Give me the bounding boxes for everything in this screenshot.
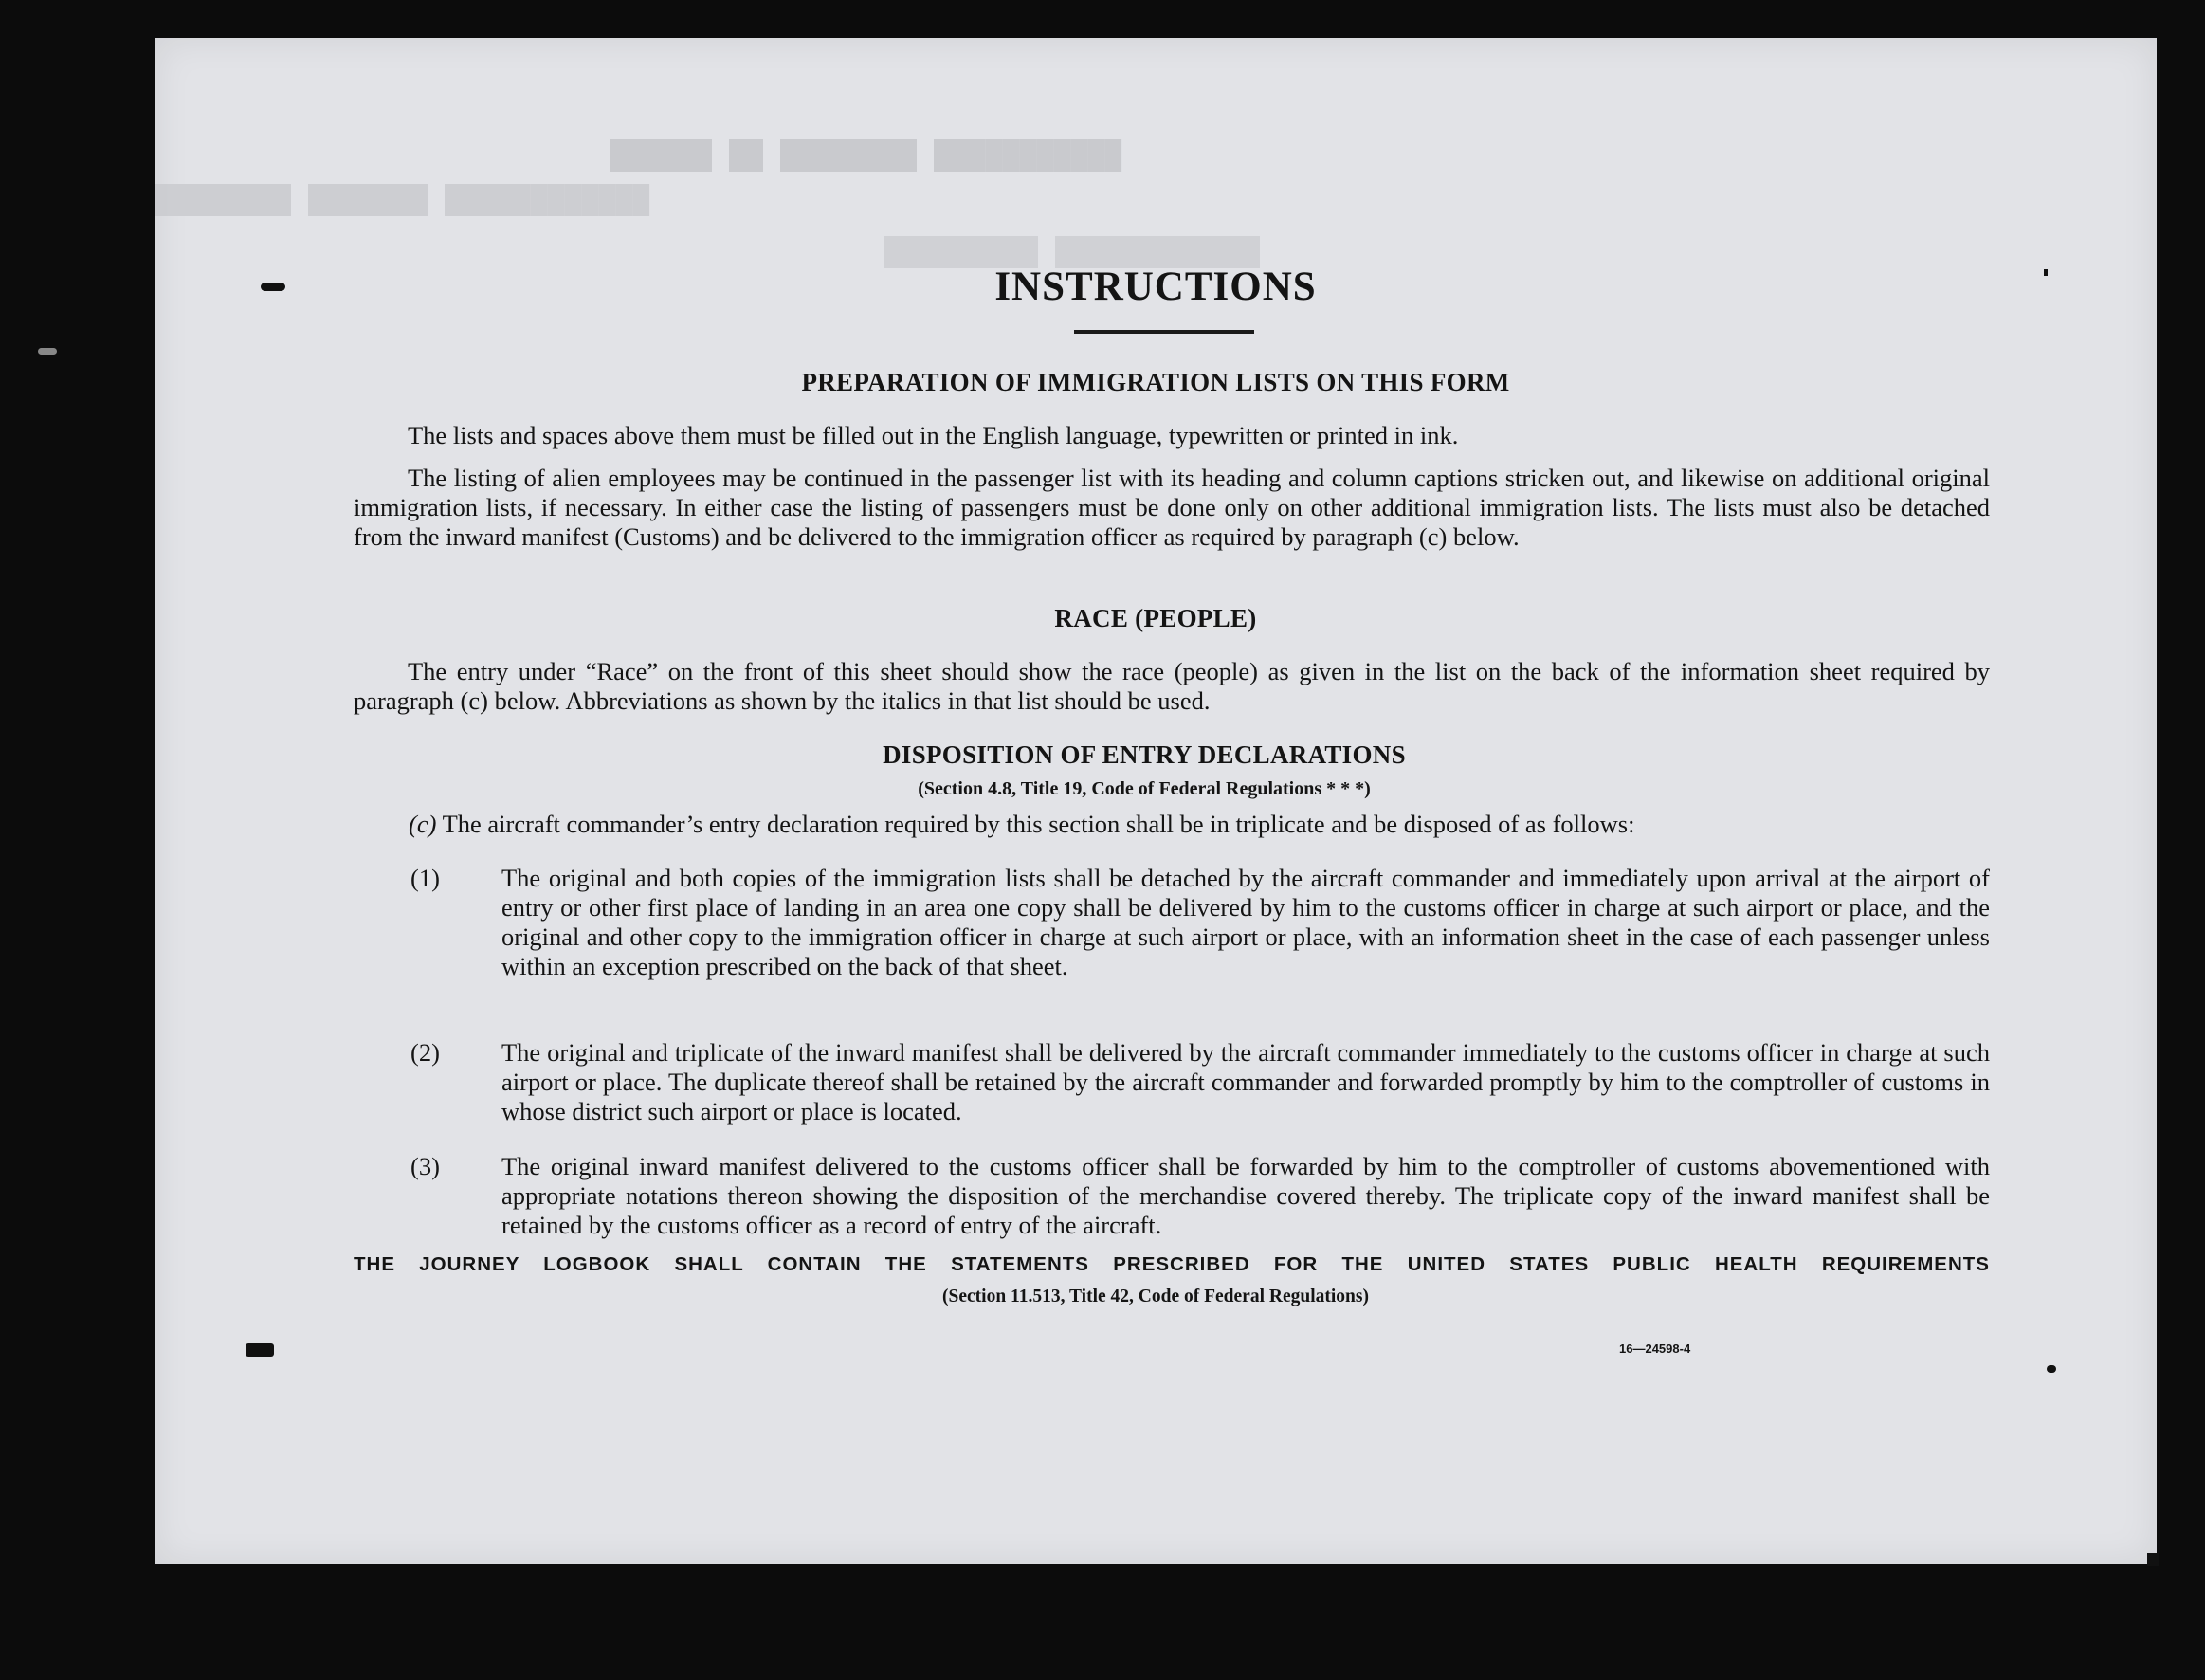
scan-artifact	[246, 1343, 274, 1357]
item-text: The original inward manifest delivered to the customs officer shall be forwarded by him to the comptroller of customs abovementioned with appropriate notations thereon showing the disposition of the merchandise covered thereby. The triplicate copy of the inward manifest shall be retained by the customs officer as a record of entry of the aircraft.	[501, 1152, 1990, 1239]
item-number: (2)	[410, 1038, 440, 1067]
disposition-item-1	[410, 864, 1990, 981]
scan-artifact	[2147, 1553, 2159, 1566]
disposition-item-3	[410, 1152, 1990, 1240]
disposition-item-2	[410, 1038, 1990, 1126]
scan-artifact	[2047, 1365, 2056, 1373]
page-title: INSTRUCTIONS	[994, 265, 1317, 309]
bleed-through-text: ██████ ██ ████████ ███████████	[610, 140, 1122, 173]
scan-artifact	[2044, 269, 2048, 276]
disposition-intro	[409, 810, 1990, 839]
scan-artifact	[261, 283, 285, 291]
form-number: 16—24598-4	[1619, 1342, 1691, 1356]
preparation-paragraph-1: The lists and spaces above them must be filled out in the English language, typewritten or printed in ink.	[408, 421, 1459, 449]
intro-label: (c)	[409, 810, 437, 838]
scan-artifact	[38, 348, 57, 355]
bleed-through-text: █████████ ████████████	[884, 237, 1261, 269]
race-paragraph: The entry under “Race” on the front of this sheet should show the race (people) as given in the list on the back of the information sheet required by paragraph (c) below. Abbreviations as shown by the italics in that list should be used.	[354, 657, 1990, 715]
race-heading: RACE (PEOPLE)	[1054, 604, 1257, 632]
document-page	[155, 38, 2157, 1564]
item-text: The original and both copies of the immigration lists shall be detached by the aircraft commander and immediately upon arrival at the airport of entry or other first place of landing in an area one copy shall be delivered by him to the customs officer in charge at such airport or place, and the original and other copy to the immigration officer in charge at such airport or place, with an information sheet in the case of each passenger unless within an exception prescribed on the back of that sheet.	[501, 864, 1990, 980]
disposition-heading: DISPOSITION OF ENTRY DECLARATIONS	[883, 740, 1406, 769]
disposition-citation: (Section 4.8, Title 19, Code of Federal Regulations * * *)	[918, 778, 1371, 799]
preparation-paragraph-2: The listing of alien employees may be continued in the passenger list with its heading and column captions stricken out, and likewise on additional original immigration lists, if necessary. In either case the listing of passengers must be done only on other additional immigration lists. The lists must also be detached from the inward manifest (Customs) and be delivered to the immigration officer as required by paragraph (c) below.	[354, 464, 1990, 551]
bleed-through-text: ████████ ███████ ████████████	[155, 185, 650, 217]
item-number: (3)	[410, 1152, 440, 1180]
logbook-statement: THE JOURNEY LOGBOOK SHALL CONTAIN THE STATEMENTS PRESCRIBED FOR THE UNITED STATES PUBLIC HEALTH REQUIREMENTS	[354, 1253, 1990, 1275]
logbook-citation: (Section 11.513, Title 42, Code of Federal Regulations)	[942, 1287, 1369, 1306]
item-text: The original and triplicate of the inward manifest shall be delivered by the aircraft commander immediately to the customs officer in charge at such airport or place. The duplicate thereof shall be retained by the aircraft commander and forwarded promptly by him to the comptroller of customs in whose district such airport or place is located.	[501, 1038, 1990, 1125]
title-underline	[1074, 330, 1254, 334]
item-number: (1)	[410, 864, 440, 892]
preparation-heading: PREPARATION OF IMMIGRATION LISTS ON THIS FORM	[801, 368, 1510, 396]
intro-text: The aircraft commander’s entry declaration required by this section shall be in triplicate and be disposed of as follows:	[442, 810, 1635, 838]
